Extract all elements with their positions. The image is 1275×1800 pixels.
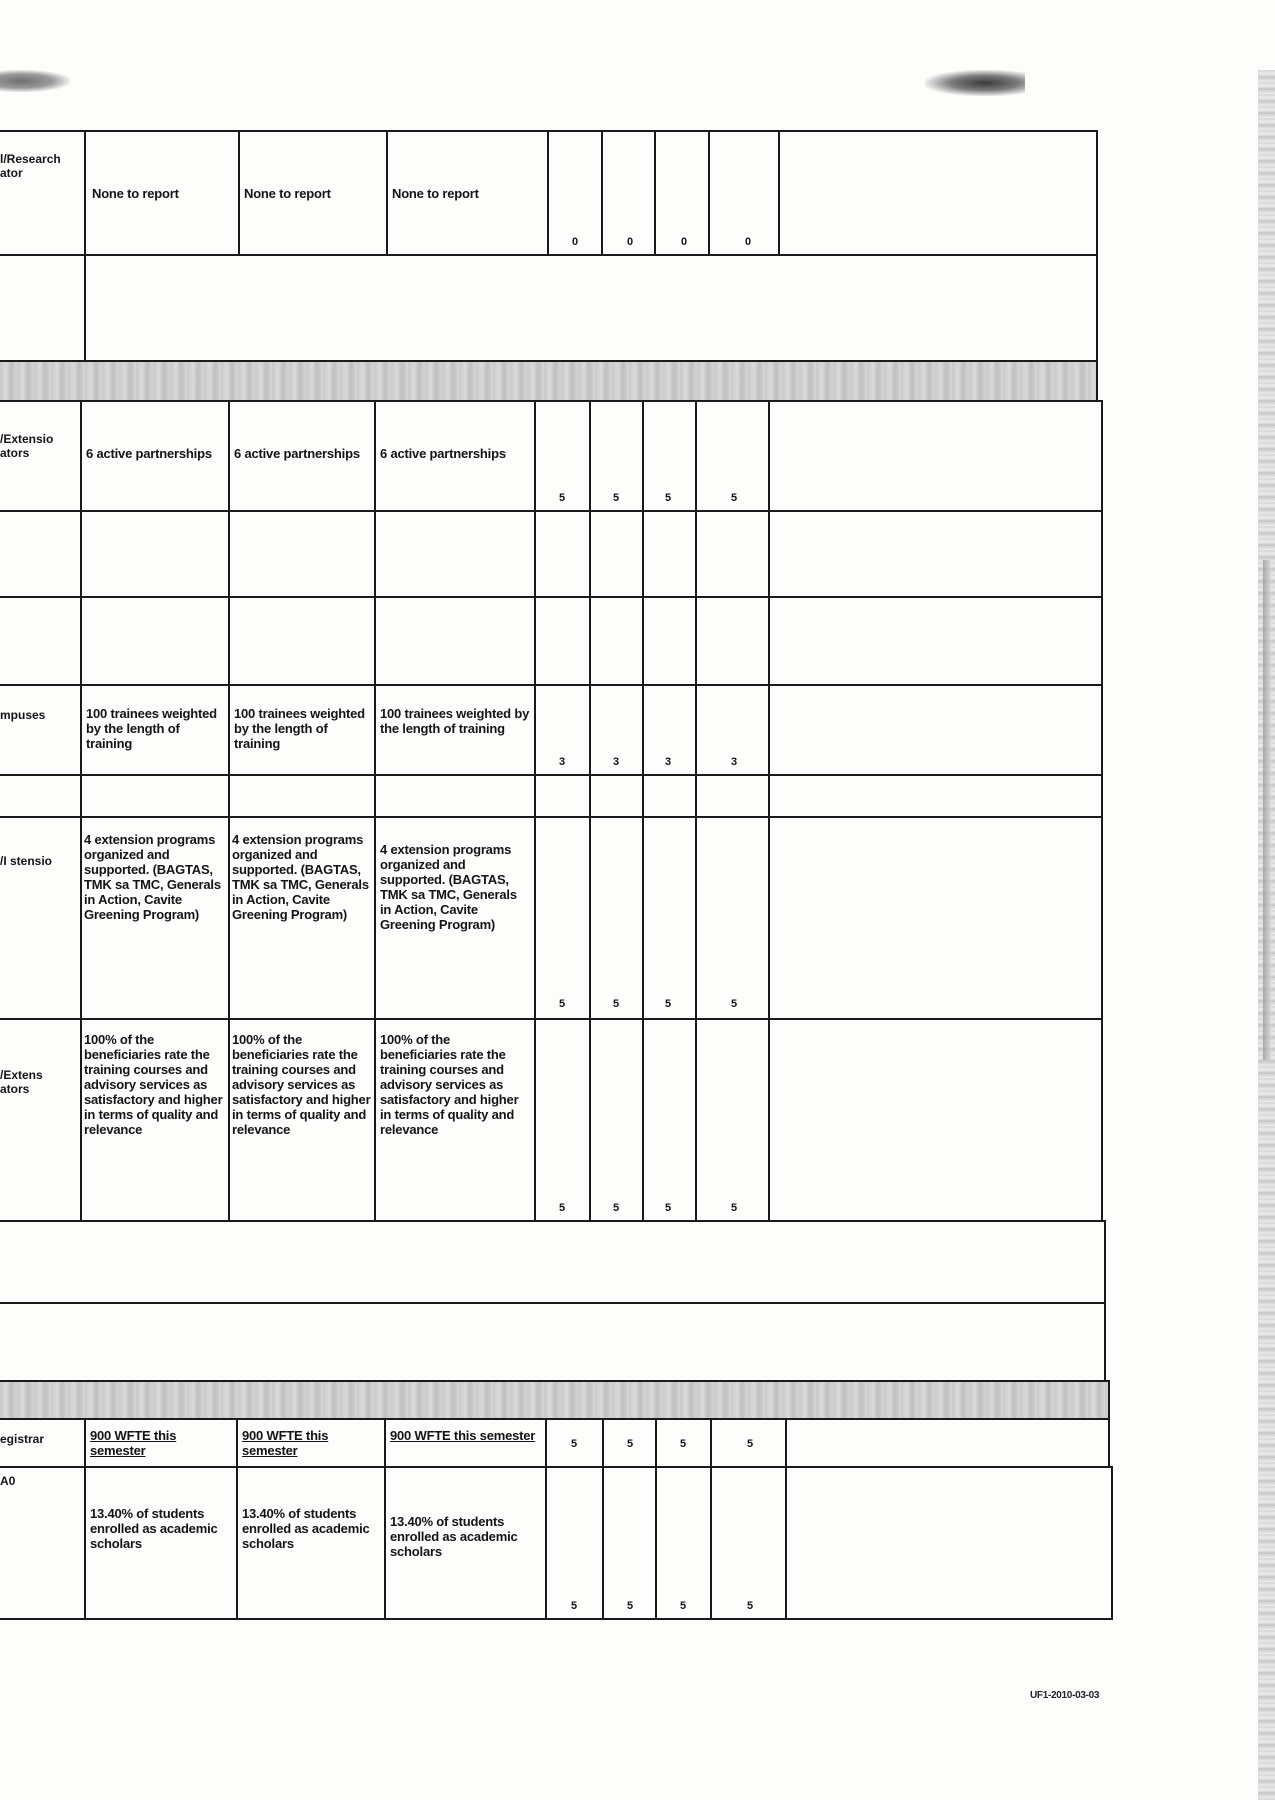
- target-cell: 4 extension programs organized and supported. (BAGTAS, TMK sa TMC, Generals in Action, Cavite Greening Program): [84, 832, 221, 922]
- indicator-label: /Extensio ators: [0, 432, 54, 460]
- score-average: 3: [730, 756, 738, 768]
- indicator-label: egistrar: [0, 1432, 45, 1446]
- table-row-partnerships: [0, 400, 1103, 512]
- scan-edge-dark: [1263, 560, 1271, 1060]
- score-quality: 5: [558, 998, 566, 1010]
- score-timeliness: 5: [664, 1202, 672, 1214]
- target-cell: None to report: [92, 186, 179, 201]
- score-timeliness: 5: [664, 998, 672, 1010]
- accomplishment-cell: 6 active partnerships: [234, 446, 360, 461]
- table-row-blank: [0, 510, 1103, 598]
- score-efficiency: 5: [626, 1438, 634, 1450]
- accomplishment-cell: 100 trainees weighted by the length of training: [234, 706, 365, 751]
- table-row-research: [0, 130, 1098, 256]
- score-quality: 3: [558, 756, 566, 768]
- table-row-extension-programs: [0, 816, 1103, 1020]
- score-timeliness: 5: [664, 492, 672, 504]
- section-divider-band: [0, 360, 1098, 402]
- accomplishment-cell: 4 extension programs organized and supported. (BAGTAS, TMK sa TMC, Generals in Action, Cavite Greening Program): [232, 832, 369, 922]
- indicator-label: /I stensio: [0, 854, 53, 868]
- table-row-blank: [0, 596, 1103, 686]
- score-timeliness: 0: [680, 236, 688, 248]
- table-row-blank: [0, 1302, 1106, 1382]
- indicator-label: l/Research ator: [0, 152, 61, 180]
- table-row-blank: [0, 254, 1098, 362]
- score-efficiency: 5: [612, 1202, 620, 1214]
- score-efficiency: 5: [626, 1600, 634, 1612]
- accomplishment-cell: None to report: [244, 186, 331, 201]
- score-quality: 5: [570, 1600, 578, 1612]
- score-quality: 5: [558, 492, 566, 504]
- table-row-trainees: [0, 684, 1103, 776]
- table-row-scholars: [0, 1466, 1113, 1620]
- actual-cell: 100 trainees weighted by the length of training: [380, 706, 530, 736]
- table-row-wfte: [0, 1418, 1110, 1468]
- table-row-blank: [0, 1220, 1106, 1304]
- score-quality: 5: [570, 1438, 578, 1450]
- actual-cell: 6 active partnerships: [380, 446, 506, 461]
- target-cell: 13.40% of students enrolled as academic scholars: [90, 1506, 218, 1551]
- score-average: 5: [730, 998, 738, 1010]
- score-average: 5: [746, 1438, 754, 1450]
- accomplishment-cell: 900 WFTE this semester: [242, 1428, 329, 1458]
- score-timeliness: 3: [664, 756, 672, 768]
- score-efficiency: 5: [612, 492, 620, 504]
- score-average: 5: [746, 1600, 754, 1612]
- indicator-label: /Extens ators: [0, 1068, 43, 1096]
- actual-cell: 900 WFTE this semester: [390, 1428, 536, 1443]
- table-row-beneficiaries: [0, 1018, 1103, 1222]
- score-timeliness: 5: [679, 1600, 687, 1612]
- target-cell: 100 trainees weighted by the length of training: [86, 706, 217, 751]
- score-average: 5: [730, 492, 738, 504]
- target-cell: 900 WFTE this semester: [90, 1428, 177, 1458]
- indicator-label: A0: [0, 1474, 16, 1488]
- scan-artifact-right: [925, 70, 1025, 96]
- score-quality: 0: [571, 236, 579, 248]
- actual-cell: 100% of the beneficiaries rate the training courses and advisory services as satisfactory and higher in terms of quality and relevance: [380, 1032, 519, 1137]
- scan-artifact-left: [0, 70, 70, 92]
- target-cell: 100% of the beneficiaries rate the training courses and advisory services as satisfactory and higher in terms of quality and relevance: [84, 1032, 223, 1137]
- actual-cell: 13.40% of students enrolled as academic scholars: [390, 1514, 518, 1559]
- section-divider-band: [0, 1380, 1110, 1420]
- actual-cell: 4 extension programs organized and supported. (BAGTAS, TMK sa TMC, Generals in Action, Cavite Greening Program): [380, 842, 517, 932]
- score-average: 5: [730, 1202, 738, 1214]
- accomplishment-cell: 13.40% of students enrolled as academic scholars: [242, 1506, 370, 1551]
- score-average: 0: [744, 236, 752, 248]
- score-efficiency: 0: [626, 236, 634, 248]
- score-quality: 5: [558, 1202, 566, 1214]
- table-row-blank: [0, 774, 1103, 818]
- score-efficiency: 5: [612, 998, 620, 1010]
- score-timeliness: 5: [679, 1438, 687, 1450]
- score-efficiency: 3: [612, 756, 620, 768]
- indicator-label: mpuses: [0, 708, 46, 722]
- target-cell: 6 active partnerships: [86, 446, 212, 461]
- document-code: UF1-2010-03-03: [1030, 1690, 1100, 1701]
- accomplishment-cell: 100% of the beneficiaries rate the training courses and advisory services as satisfactory and higher in terms of quality and relevance: [232, 1032, 371, 1137]
- actual-cell: None to report: [392, 186, 479, 201]
